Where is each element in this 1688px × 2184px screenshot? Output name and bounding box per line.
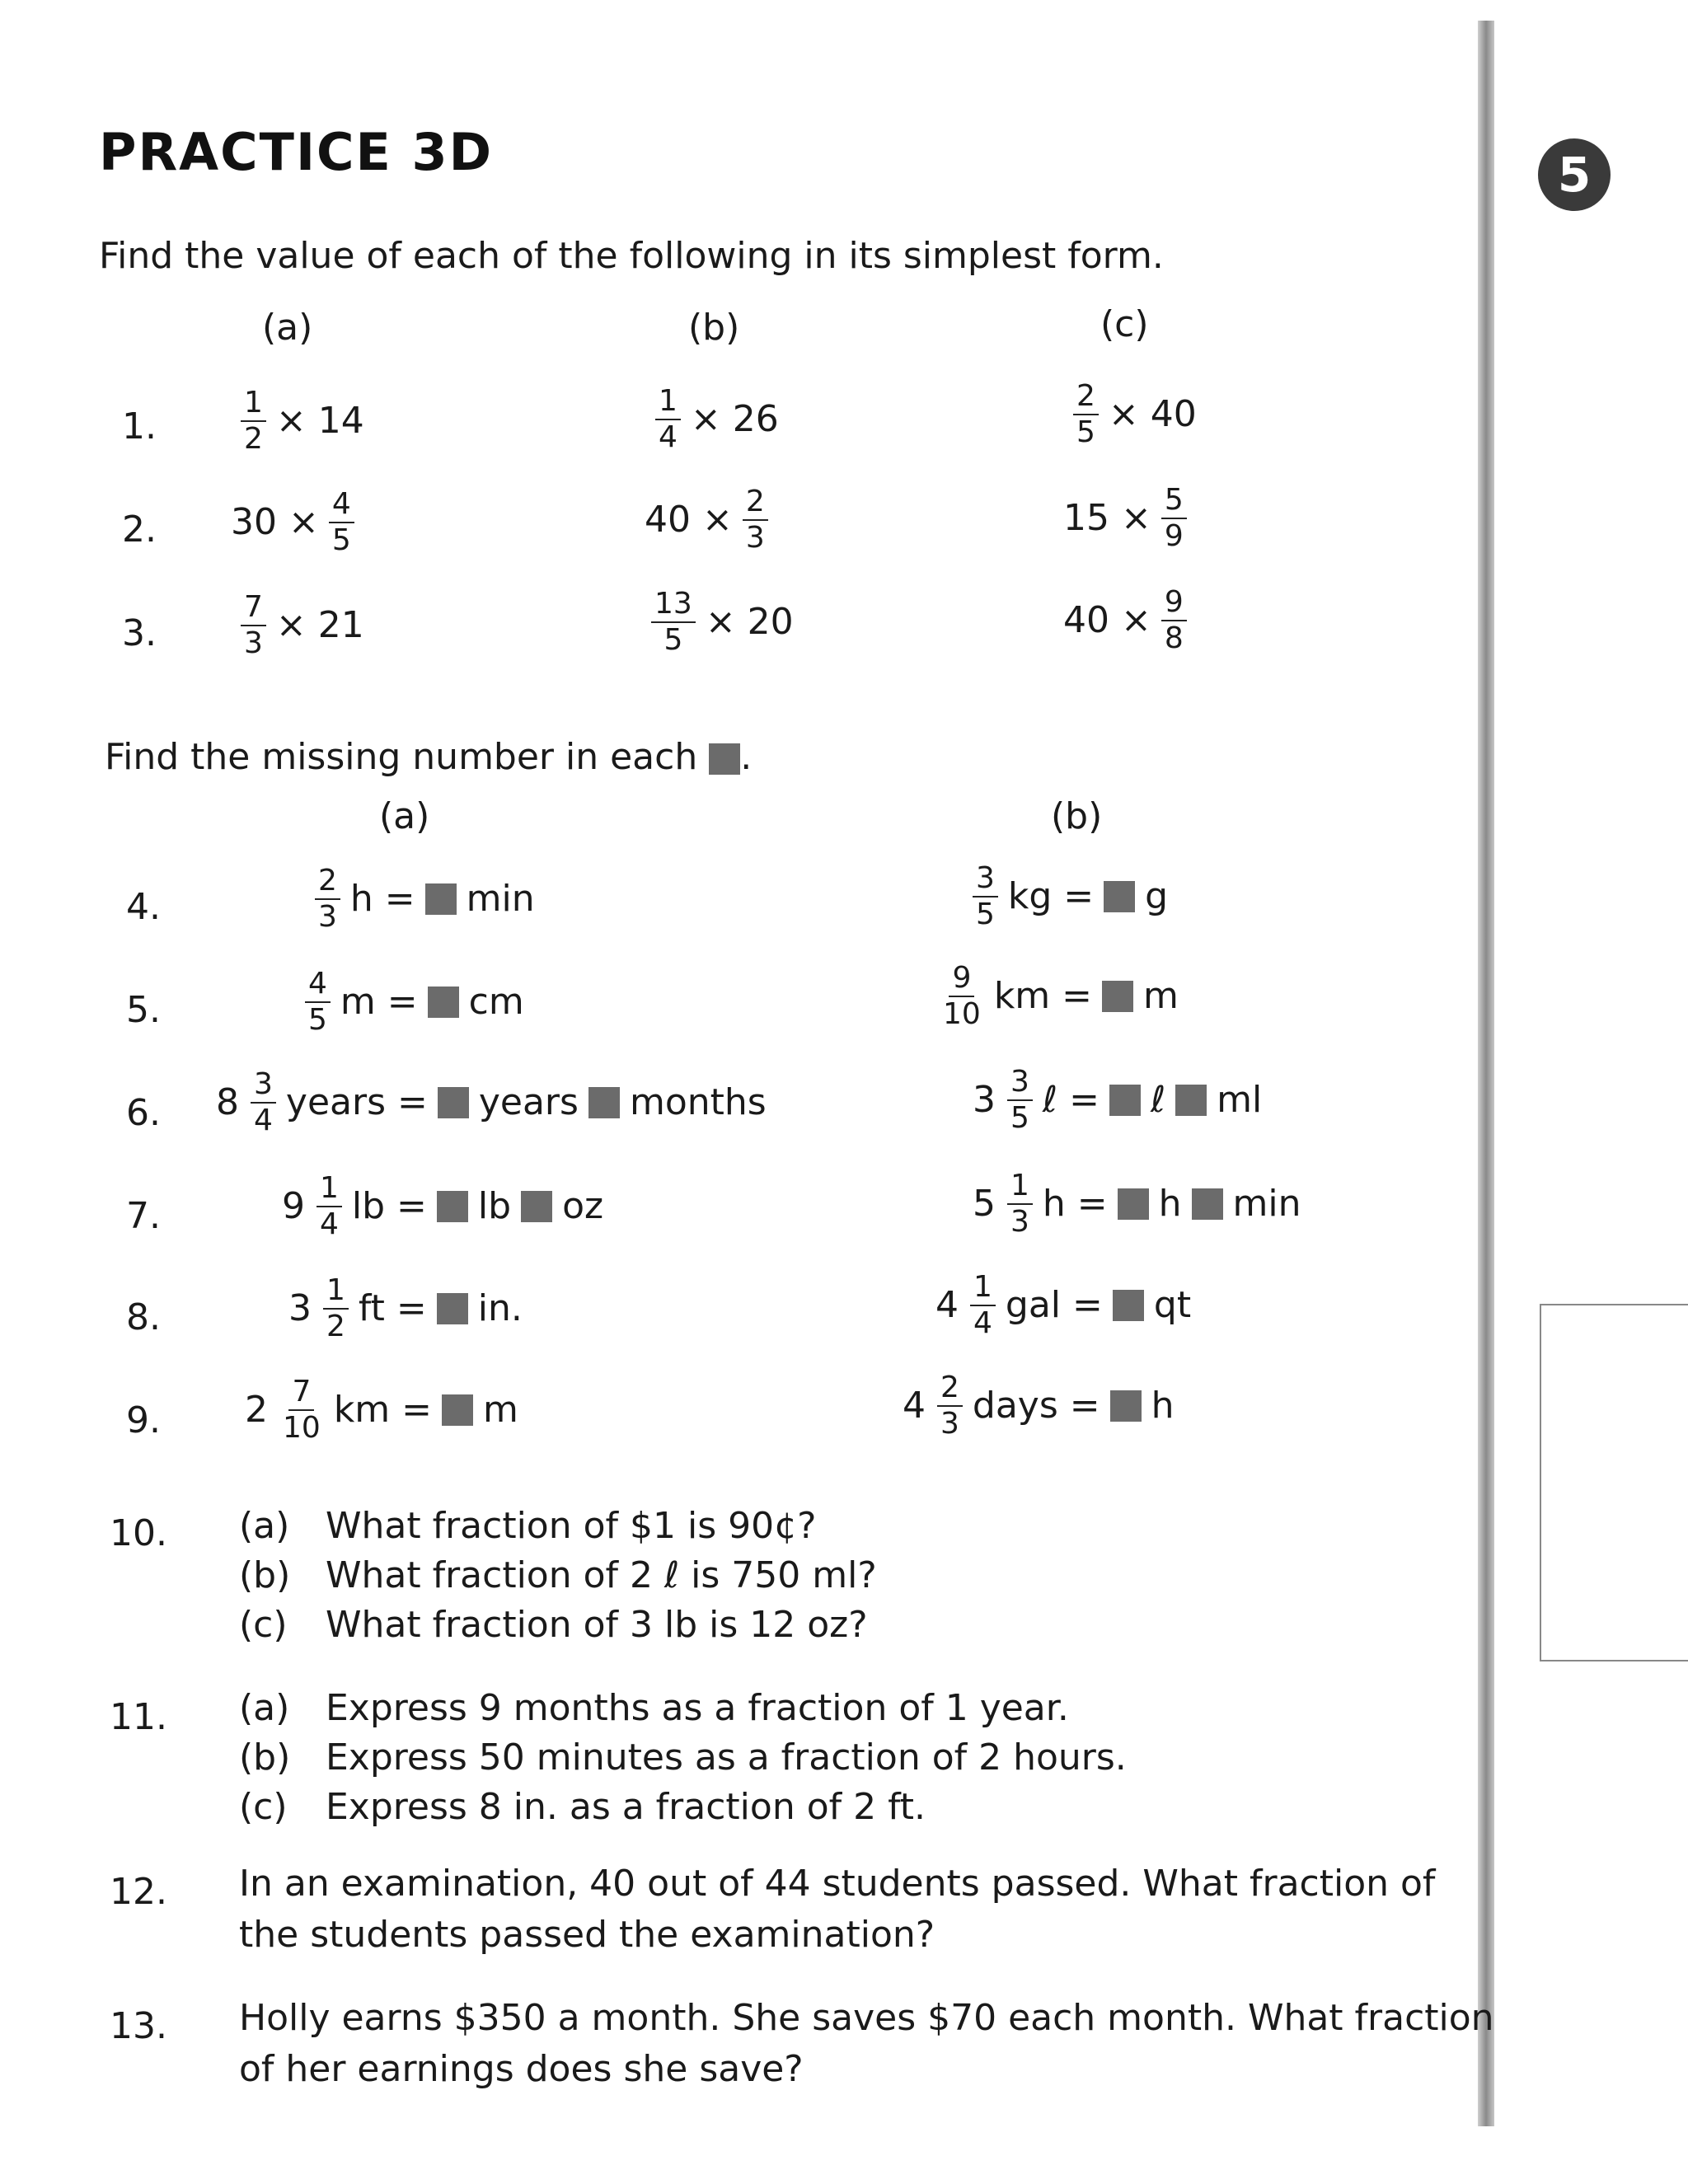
problem-7b: 5 $\frac{1}{3}$ h = h min [973, 1169, 1301, 1239]
sub-question: (b) Express 50 minutes as a fraction of 2 hours. [239, 1736, 1127, 1779]
problem-8a: 3 $\frac{1}{2}$ ft = in. [288, 1273, 523, 1343]
problem-4a: $\frac{2}{3}$ h = min [315, 865, 535, 933]
question-12-text: In an examination, 40 out of 44 students passed. What fraction of the students passed the examination? [239, 1863, 1436, 1956]
question-number: 2. [122, 509, 157, 551]
missing-box [1175, 1085, 1207, 1116]
problem-2a: 30 × $\frac{4}{5}$ [231, 489, 354, 556]
question-number: 5. [126, 989, 161, 1031]
missing-box [1102, 981, 1133, 1012]
missing-box [438, 1087, 469, 1118]
problem-3a: $\frac{7}{3}$ × 21 [241, 592, 364, 659]
missing-box [1113, 1290, 1144, 1321]
question-number: 1. [122, 405, 157, 448]
book-spine-shadow [1478, 21, 1494, 2126]
question-number: 11. [110, 1696, 167, 1738]
problem-6a: 8 $\frac{3}{4}$ years = years months [216, 1067, 767, 1137]
problem-7a: 9 $\frac{1}{4}$ lb = lb oz [282, 1171, 604, 1241]
question-number: 9. [126, 1399, 161, 1441]
sub-question: (a) What fraction of $1 is 90¢? [239, 1505, 817, 1547]
question-number: 3. [122, 612, 157, 654]
missing-box [442, 1394, 473, 1426]
chapter-badge: 5 [1538, 138, 1611, 211]
question-number: 8. [126, 1296, 161, 1338]
question-number: 7. [126, 1195, 161, 1237]
missing-box [709, 743, 740, 775]
question-number: 13. [110, 2005, 167, 2047]
section1-col-a: (a) [262, 307, 313, 349]
page-title: PRACTICE 3D [99, 122, 494, 182]
missing-box [1118, 1188, 1149, 1220]
missing-box [1192, 1188, 1223, 1220]
problem-3b: $\frac{13}{5}$ × 20 [651, 588, 794, 656]
missing-box [521, 1191, 552, 1222]
section1-col-c: (c) [1100, 303, 1149, 345]
section1-col-b: (b) [688, 307, 740, 349]
missing-box [1110, 1390, 1142, 1422]
problem-1a: $\frac{1}{2}$ × 14 [241, 387, 364, 455]
problem-1c: $\frac{2}{5}$ × 40 [1073, 381, 1197, 448]
problem-1b: $\frac{1}{4}$ × 26 [655, 386, 779, 453]
problem-6b: 3 $\frac{3}{5}$ ℓ = ℓ ml [973, 1065, 1263, 1135]
side-frame-decoration [1540, 1304, 1688, 1661]
missing-box [1104, 881, 1135, 912]
problem-9a: 2 $\frac{7}{10}$ km = m [245, 1375, 518, 1445]
missing-box [437, 1191, 468, 1222]
problem-2b: 40 × $\frac{2}{3}$ [645, 486, 768, 554]
problem-8b: 4 $\frac{1}{4}$ gal = qt [935, 1270, 1192, 1340]
missing-box [1109, 1085, 1141, 1116]
question-number: 12. [110, 1871, 167, 1913]
missing-box [425, 883, 457, 915]
question-10-parts [239, 1502, 877, 1650]
section1-instruction: Find the value of each of the following in its simplest form. [99, 235, 1164, 277]
question-number: 10. [110, 1512, 167, 1554]
question-13-text: Holly earns $350 a month. She saves $70 each month. What fraction of her earnings does she save? [239, 1997, 1494, 2090]
question-11-parts [239, 1684, 1127, 1832]
sub-question: (a) Express 9 months as a fraction of 1 year. [239, 1687, 1069, 1729]
question-number: 4. [126, 886, 161, 928]
section2-instruction: Find the missing number in each . [105, 736, 753, 778]
sub-question: (c) Express 8 in. as a fraction of 2 ft. [239, 1786, 926, 1828]
sub-question: (b) What fraction of 2 ℓ is 750 ml? [239, 1554, 877, 1596]
problem-4b: $\frac{3}{5}$ kg = g [973, 863, 1168, 930]
sub-question: (c) What fraction of 3 lb is 12 oz? [239, 1604, 868, 1646]
section2-col-a: (a) [379, 795, 430, 837]
missing-box [437, 1293, 468, 1324]
missing-box [588, 1087, 620, 1118]
problem-9b: 4 $\frac{2}{3}$ days = h [903, 1371, 1175, 1441]
problem-2c: 15 × $\frac{5}{9}$ [1063, 485, 1187, 552]
question-number: 6. [126, 1092, 161, 1134]
problem-5b: $\frac{9}{10}$ km = m [943, 961, 1179, 1031]
problem-3c: 40 × $\frac{9}{8}$ [1063, 587, 1187, 654]
problem-5a: $\frac{4}{5}$ m = cm [305, 968, 524, 1036]
section2-col-b: (b) [1051, 795, 1103, 837]
missing-box [428, 987, 459, 1018]
